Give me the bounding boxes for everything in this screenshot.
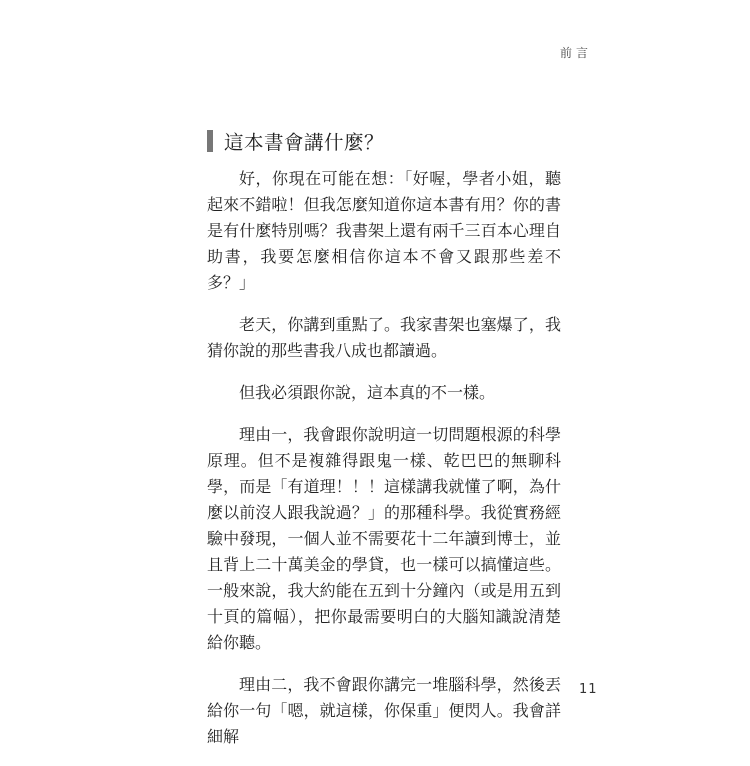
- section-heading: [207, 127, 384, 155]
- heading-marker-bar: [207, 130, 213, 152]
- paragraph: 但我必須跟你說，這本真的不一樣。: [239, 383, 496, 402]
- paragraph: 老天，你講到重點了。我家書架也塞爆了，我猜你說的那些書我八成也都讀過。: [207, 315, 561, 360]
- heading-text: 這本書會講什麼？: [224, 131, 385, 154]
- running-header: 前言: [560, 46, 593, 60]
- paragraph: 好，你現在可能在想：「好喔，學者小姐，聽起來不錯啦！但我怎麼知道你這本書有用？你的書是有什麼特別嗎？我書架上還有兩千三百本心理自助書，我要怎麼相信你這本不會又跟那些差不多？」: [207, 169, 561, 292]
- paragraph: 理由二，我不會跟你講完一堆腦科學，然後丟給你一句「嗯，就這樣，你保重」便閃人。我會詳細解: [207, 675, 561, 746]
- body-text: [207, 166, 561, 766]
- paragraph: 理由一，我會跟你說明這一切問題根源的科學原理。但不是複雜得跟鬼一樣、乾巴巴的無聊科學，而是「有道理！！！這樣講我就懂了啊，為什麼以前沒人跟我說過？」的那種科學。我從實務經驗中發現，一個人並不需要花十二年讀到博士，並且背上二十萬美金的學貸，也一樣可以搞懂這些。一般來說，我大約能在五到十分鐘內（或是用五到十頁的篇幅），把你最需要明白的大腦知識說清楚給你聽。: [207, 425, 561, 652]
- page-number: 11: [579, 682, 598, 697]
